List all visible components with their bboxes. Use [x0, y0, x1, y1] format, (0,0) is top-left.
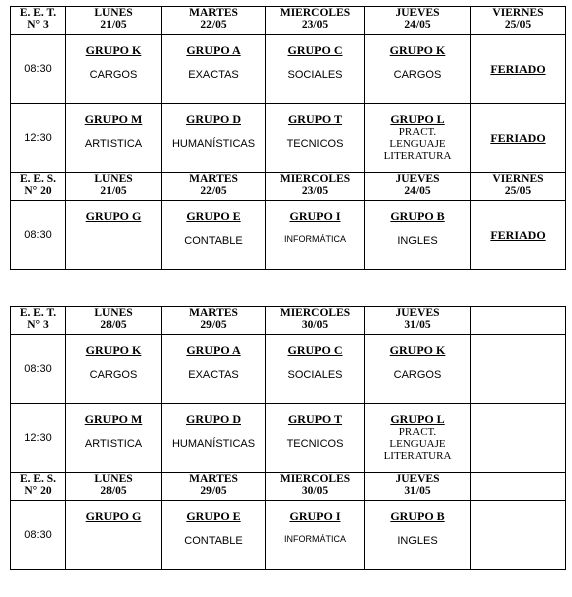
school-header-ees: E. E. S. N° 20	[11, 173, 66, 201]
day-header-lunes: LUNES 21/05	[66, 173, 162, 201]
schedule-cell: GRUPO M ARTISTICA	[66, 404, 162, 473]
table-row	[11, 404, 566, 473]
day-header-miercoles: MIERCOLES 23/05	[266, 173, 365, 201]
table-row	[11, 104, 566, 173]
day-header-lunes: LUNES 21/05	[66, 7, 162, 35]
time-cell: 12:30	[11, 404, 66, 473]
header-row-ees	[11, 173, 566, 201]
time-cell: 08:30	[11, 501, 66, 570]
school-header-ees: E. E. S. N° 20	[11, 473, 66, 501]
schedule-cell: GRUPO I INFORMÁTICA	[266, 201, 365, 270]
day-header-miercoles: MIERCOLES 23/05	[266, 7, 365, 35]
schedule-cell: GRUPO B INGLES	[365, 501, 471, 570]
empty-cell	[471, 307, 566, 335]
table-row	[11, 201, 566, 270]
empty-cell	[471, 404, 566, 473]
schedule-cell: GRUPO L PRACT. LENGUAJE LITERATURA	[365, 404, 471, 473]
schedule-cell: GRUPO A EXACTAS	[162, 35, 266, 104]
schedule-cell: GRUPO A EXACTAS	[162, 335, 266, 404]
day-header-martes: MARTES 22/05	[162, 173, 266, 201]
schedule-cell: GRUPO K CARGOS	[66, 35, 162, 104]
schedule-cell: GRUPO K CARGOS	[66, 335, 162, 404]
empty-cell	[471, 473, 566, 501]
day-header-lunes: LUNES 28/05	[66, 307, 162, 335]
schedule-cell: GRUPO D HUMANÍSTICAS	[162, 104, 266, 173]
day-header-jueves: JUEVES 24/05	[365, 7, 471, 35]
schedule-cell: GRUPO K CARGOS	[365, 335, 471, 404]
day-header-jueves: JUEVES 31/05	[365, 307, 471, 335]
schedule-cell: GRUPO T TECNICOS	[266, 104, 365, 173]
schedule-cell: GRUPO G	[66, 501, 162, 570]
schedule-table-week-1	[10, 6, 566, 270]
table-row	[11, 501, 566, 570]
school-header-eet: E. E. T. N° 3	[11, 307, 66, 335]
school-header-eet: E. E. T. N° 3	[11, 7, 66, 35]
schedule-cell: GRUPO B INGLES	[365, 201, 471, 270]
schedule-table-week-2	[10, 306, 566, 570]
feriado-cell: FERIADO	[471, 35, 566, 104]
time-cell: 12:30	[11, 104, 66, 173]
schedule-cell: GRUPO D HUMANÍSTICAS	[162, 404, 266, 473]
day-header-miercoles: MIERCOLES 30/05	[266, 473, 365, 501]
schedule-cell: GRUPO I INFORMÁTICA	[266, 501, 365, 570]
day-header-jueves: JUEVES 24/05	[365, 173, 471, 201]
feriado-cell: FERIADO	[471, 104, 566, 173]
day-header-martes: MARTES 29/05	[162, 473, 266, 501]
header-row-eet	[11, 7, 566, 35]
time-cell: 08:30	[11, 201, 66, 270]
empty-cell	[471, 335, 566, 404]
time-cell: 08:30	[11, 35, 66, 104]
table-row	[11, 335, 566, 404]
header-row-ees	[11, 473, 566, 501]
schedule-cell: GRUPO K CARGOS	[365, 35, 471, 104]
day-header-martes: MARTES 29/05	[162, 307, 266, 335]
schedule-cell: GRUPO T TECNICOS	[266, 404, 365, 473]
empty-cell	[471, 501, 566, 570]
schedule-cell: GRUPO L PRACT. LENGUAJE LITERATURA	[365, 104, 471, 173]
schedule-cell: GRUPO C SOCIALES	[266, 335, 365, 404]
time-cell: 08:30	[11, 335, 66, 404]
day-header-jueves: JUEVES 31/05	[365, 473, 471, 501]
table-row	[11, 35, 566, 104]
schedule-cell: GRUPO M ARTISTICA	[66, 104, 162, 173]
day-header-viernes: VIERNES 25/05	[471, 173, 566, 201]
schedule-cell: GRUPO C SOCIALES	[266, 35, 365, 104]
schedule-cell: GRUPO G	[66, 201, 162, 270]
feriado-cell: FERIADO	[471, 201, 566, 270]
schedule-cell: GRUPO E CONTABLE	[162, 201, 266, 270]
day-header-miercoles: MIERCOLES 30/05	[266, 307, 365, 335]
day-header-martes: MARTES 22/05	[162, 7, 266, 35]
day-header-viernes: VIERNES 25/05	[471, 7, 566, 35]
schedule-cell: GRUPO E CONTABLE	[162, 501, 266, 570]
day-header-lunes: LUNES 28/05	[66, 473, 162, 501]
header-row-eet	[11, 307, 566, 335]
